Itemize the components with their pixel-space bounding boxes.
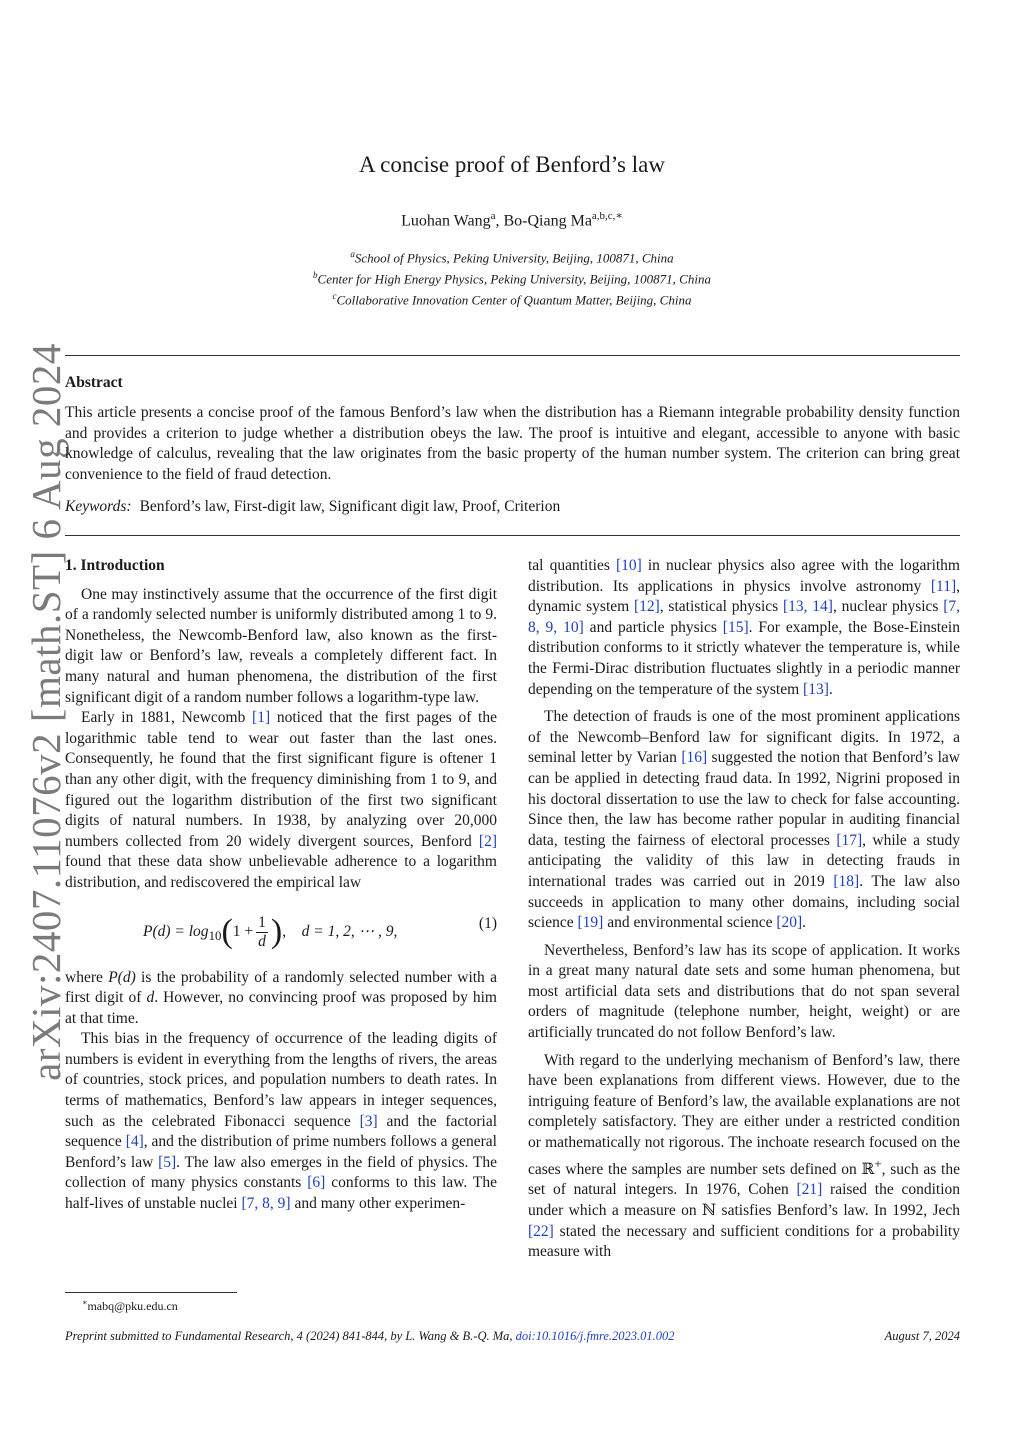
text-run: stated the necessary and sufficient conditions for a probability measure with <box>528 1222 960 1261</box>
text-run: where <box>65 968 109 986</box>
text-run: The detection of frauds is one of the most prominent applications of the Newcomb–Benford law for significant digits. In 1972, a seminal letter by Varian <box>528 708 960 767</box>
left-column <box>65 556 497 1215</box>
text-run: and many other experimen- <box>290 1195 466 1213</box>
affiliation <box>0 288 1024 309</box>
text-run: in nuclear physics also agree with the logarithm distribution. Its applications in physics involve astronomy <box>528 557 960 595</box>
citation-link[interactable]: [13] <box>803 680 829 698</box>
text-run: , statistical physics <box>659 598 783 616</box>
text-run: conforms to this law. The half-lives of unstable nuclei <box>65 1174 497 1213</box>
citation-link[interactable]: [7, 8, 9, 10] <box>528 598 961 636</box>
citation-link[interactable]: [17] <box>836 831 863 849</box>
right-column <box>528 556 960 1263</box>
text-run: and environmental science <box>603 914 777 932</box>
author-affil-mark: a <box>490 210 496 222</box>
text-run: suggested the notion that Benford’s law can be applied in detecting fraud data. In 1992, Nigrini proposed in his doctoral dissertation to use the law to check for false accounting. Since then, the law has become rather popular in auditing financial data, testing the fairness of electoral processes <box>528 749 960 849</box>
paragraph <box>528 707 960 934</box>
citation-link[interactable]: [6] <box>307 1174 326 1192</box>
equation-condition: d = 1, 2, ⋯ , 9, <box>301 922 398 940</box>
text-run: Early in 1881, Newcomb <box>81 709 253 727</box>
citation-link[interactable]: [10] <box>615 557 642 574</box>
affiliation <box>0 267 1024 288</box>
citation-link[interactable]: [16] <box>681 749 708 767</box>
affiliations <box>0 246 1024 308</box>
equation-lhs: P(d) = log <box>143 922 209 940</box>
citation-link[interactable]: [18] <box>833 872 860 890</box>
abstract-body: This article presents a concise proof of the famous Benford’s law when the distribution has a Riemann integrable probability density function and provides a criterion to judge whether a distribution obeys the law. The proof is intuitive and elegant, accessible to anyone with basic knowledge of calculus, revealing that the law originates from the basic property of the human number system. The criterion can bring great convenience to the field of fraud detection. <box>65 404 960 483</box>
equation-fraction <box>256 914 268 951</box>
text-run: raised the condition under which a measure on ℕ satisfies Benford’s law. In 1992, Jech <box>528 1181 961 1219</box>
text-run: . The law also emerges in the field of physics. The collection of many physics constants <box>65 1153 497 1192</box>
affiliation-text: Collaborative Innovation Center of Quantum Matter, Beijing, China <box>336 291 692 307</box>
citation-link[interactable]: [11] <box>930 577 957 595</box>
math-inline: d <box>146 989 155 1007</box>
fraction-numerator: 1 <box>258 913 266 931</box>
equation-number: (1) <box>478 914 497 932</box>
equation <box>65 902 497 960</box>
citation-link[interactable]: [19] <box>577 914 604 932</box>
superscript: + <box>874 1155 882 1171</box>
affiliation-text: School of Physics, Peking University, Beijing, 100871, China <box>354 250 674 266</box>
citation-link[interactable]: [3] <box>359 1112 378 1130</box>
divider <box>65 535 960 536</box>
text-run: . However, no convincing proof was proposed by him at that time. <box>65 989 497 1027</box>
affiliation-mark: b <box>313 269 318 280</box>
text-run: found that these data show unbelievable adherence to a logarithm distribution, and rediscovered the empirical law <box>65 853 497 891</box>
text-run: , dynamic system <box>528 577 960 616</box>
paren-left: ( <box>221 912 233 950</box>
paragraph: One may instinctively assume that the occurrence of the first digit of a randomly selected number is uniformly distributed among 1 to 9. Nonetheless, the Newcomb-Benford law, also known as the first-digit law or Benford’s law, reveals a completely different fact. In many natural and human phenomena, the distribution of the first significant digit of a random number follows a logarithm-type law. <box>65 585 497 706</box>
paragraph: Nevertheless, Benford’s law has its scope of application. It works in a great many natural date sets and some human phenomena, but most artificial data sets and distributions that do not span several orders of magnitude (telephone number, height, weight) or are artificially truncated do not follow Benford’s law. <box>528 941 960 1042</box>
text-run: and particle physics <box>583 618 723 636</box>
footnote-mark: ∗ <box>82 1298 88 1307</box>
author-name: Bo-Qiang Ma <box>503 212 592 230</box>
citation-link[interactable]: [5] <box>158 1153 177 1171</box>
footnote-email: mabq@pku.edu.cn <box>87 1299 178 1313</box>
text-run: . For example, the Bose-Einstein distribution conforms to it strictly whatever the temperature is, while the Fermi-Dirac distribution fluctuates slightly in a periodic manner depending on the temperature of the system <box>528 618 960 698</box>
section-heading: 1. Introduction <box>65 557 165 574</box>
paragraph <box>528 556 960 700</box>
paragraph <box>528 1051 960 1263</box>
citation-link[interactable]: [13, 14] <box>782 598 833 616</box>
affiliation-mark: a <box>350 249 355 259</box>
affiliation <box>0 246 1024 267</box>
doi-link[interactable]: doi:10.1016/j.fmre.2023.01.002 <box>515 1329 675 1343</box>
footnote <box>82 1298 178 1314</box>
citation-link[interactable]: [21] <box>796 1181 823 1199</box>
divider <box>65 355 960 356</box>
keywords <box>65 498 560 516</box>
text-run: This bias in the frequency of occurrence of the leading digits of numbers is evident in everything from the lengths of rivers, the areas of countries, stock prices, and population numbers to death rates. In terms of mathematics, Benford’s law appears in integer sequences, such as the celebrated Fibonacci sequence <box>65 1030 497 1130</box>
footer-text: Preprint submitted to Fundamental Research, 4 (2024) 841-844, by L. Wang & B.-Q. Ma, <box>65 1329 516 1343</box>
author-name: Luohan Wang <box>401 212 491 230</box>
citation-link[interactable]: [15] <box>722 618 749 636</box>
text-run: , and the distribution of prime numbers follows a general Benford’s law <box>65 1133 497 1171</box>
citation-link[interactable]: [4] <box>125 1133 144 1151</box>
text-run: noticed that the first pages of the logarithmic table tend to wear out faster than the last ones. Consequently, he found that the first significant figure is oftener 1 than any other digit, with the frequency diminishing from 1 to 9, and figured out the logarithm distribution of the first two significant digits of natural numbers. In 1938, by analyzing over 20,000 numbers collected from 20 widely divergent sources, Benford <box>65 709 497 850</box>
author-affil-mark: a,b,c,∗ <box>591 210 623 222</box>
affiliation-mark: c <box>332 290 337 301</box>
paper-title: A concise proof of Benford’s law <box>359 152 665 177</box>
footer-date: August 7, 2024 <box>884 1329 960 1343</box>
author-separator: , <box>495 212 504 230</box>
keywords-text: Benford’s law, First-digit law, Significant digit law, Proof, Criterion <box>139 498 561 515</box>
text-run: tal quantities <box>528 557 616 574</box>
equation-subscript: 10 <box>208 927 222 943</box>
page-footer <box>65 1329 960 1344</box>
keywords-label: Keywords: <box>65 498 132 515</box>
math-inline: P(d) <box>108 968 136 986</box>
author-list <box>0 209 1024 230</box>
citation-link[interactable]: [1] <box>252 709 271 727</box>
text-run: . <box>802 914 807 932</box>
abstract-heading: Abstract <box>65 374 123 391</box>
paragraph <box>65 968 497 1030</box>
text-run: and the factorial sequence <box>65 1112 498 1151</box>
equation-body: $P(d) = \log_{10}(1$ + $\frac{1}{d}$ ), d = 1, 2, ⋯ , 9, <box>143 912 398 950</box>
affiliation-text: Center for High Energy Physics, Peking University, Beijing, 100871, China <box>317 271 711 287</box>
citation-link[interactable]: [22] <box>528 1222 554 1240</box>
citation-link[interactable]: [12] <box>633 598 660 616</box>
paragraph <box>65 708 497 893</box>
citation-link[interactable]: [7, 8, 9] <box>241 1195 291 1213</box>
text-run: , nuclear physics <box>832 598 944 616</box>
footnote-divider <box>65 1292 237 1293</box>
paragraph <box>65 1029 497 1214</box>
paren-right: ) <box>270 912 283 950</box>
text-run: . The law also succeeds in application to many other domains, including social science <box>528 872 960 932</box>
text-run: , such as the set of natural integers. In 1976, Cohen <box>528 1160 960 1199</box>
arxiv-stamp: arXiv:2407.11076v2 [math.ST] 6 Aug 2024 <box>23 343 69 1081</box>
text-run: is the probability of a randomly selected number with a first digit of <box>65 968 498 1007</box>
text-run: , while a study anticipating the validity of this law in detecting frauds in international trades was carried out in 2019 <box>528 831 960 890</box>
equation-term: 1 + <box>232 922 254 940</box>
fraction-denominator: d <box>258 932 266 950</box>
citation-link[interactable]: [2] <box>478 832 497 850</box>
citation-link[interactable]: [20] <box>776 914 803 932</box>
text-run: With regard to the underlying mechanism of Benford’s law, there have been explanations from different views. However, due to the intriguing feature of Benford’s law, the available explanations are not completely satisfactory. They are either under a restricted condition or mathematically not rigorous. The inchoate research focused on the cases where the samples are number sets defined on ℝ <box>528 1051 960 1178</box>
text-run: . <box>828 680 833 698</box>
